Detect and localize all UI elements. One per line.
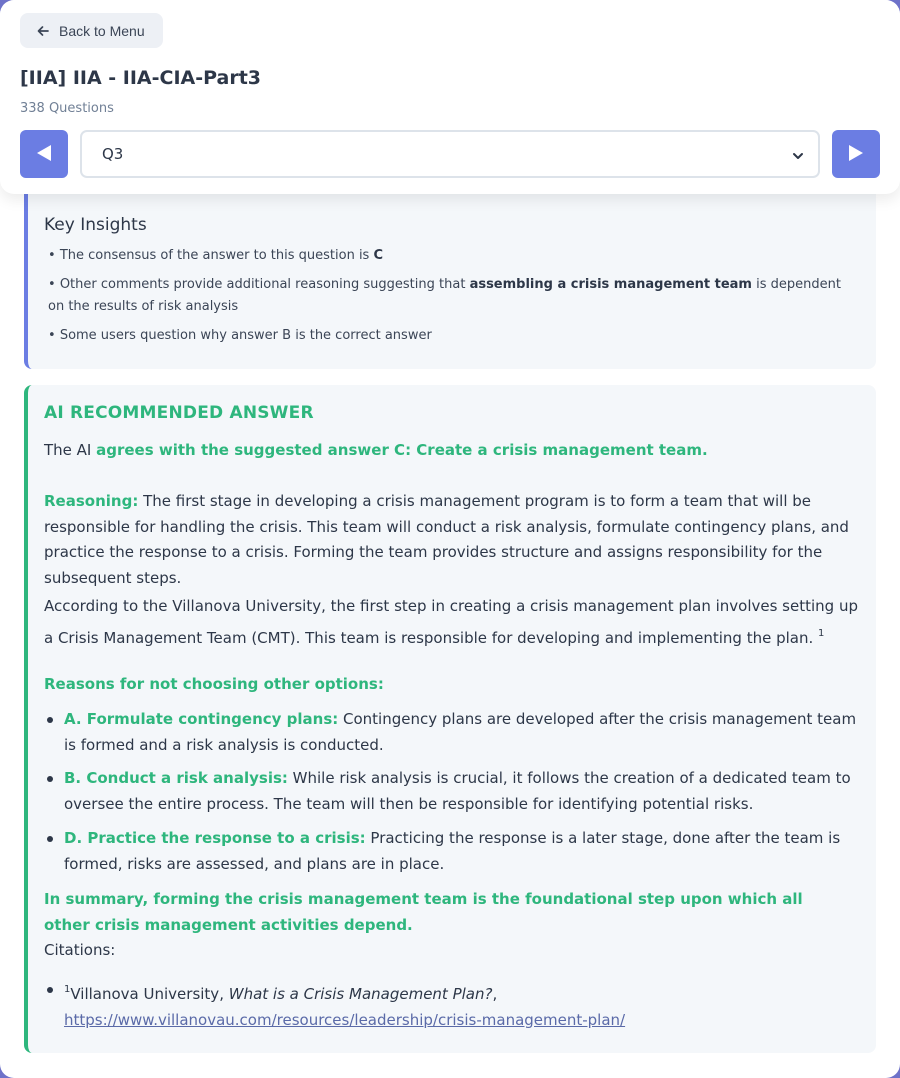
citation-item — [64, 977, 866, 1033]
reasons-title — [44, 672, 866, 698]
citation-superscript: 1 — [818, 628, 825, 639]
arrow-left-icon — [36, 24, 50, 38]
bullet-dot — [47, 836, 53, 842]
page-title: [IIA] IIA - IIA-CIA-Part3 — [20, 67, 262, 89]
sticky-header — [0, 0, 900, 194]
next-question-button[interactable] — [832, 130, 880, 178]
ai-intro-text: The AI — [44, 441, 97, 459]
reasoning-text: The first stage in developing a crisis management program is to form a team that will be responsible for handling the crisis. This team will conduct a risk analysis, formulate contingency plans, and practice the response to a crisis. Forming the team provides structure and assigns responsibility for the subsequent steps. — [44, 492, 849, 587]
reasons-title-text: Reasons for not choosing other options: — [44, 675, 384, 693]
source-paragraph — [44, 592, 866, 652]
list-item — [64, 826, 866, 877]
insight-text: The consensus of the answer to this question is — [59, 248, 374, 263]
triangle-right-icon — [848, 144, 864, 165]
back-to-menu-button[interactable] — [20, 13, 163, 48]
ai-recommended-card — [24, 385, 876, 1053]
insight-highlight: assembling a crisis management team — [469, 277, 752, 292]
back-to-menu-label: Back to Menu — [59, 22, 145, 39]
option-label: D. Practice the response to a crisis: — [64, 829, 366, 847]
option-text: While risk analysis is crucial, it follows the creation of a dedicated team to oversee the entire process. The team will then be responsible for identifying potential risks. — [64, 769, 851, 813]
reasoning-paragraph — [44, 489, 866, 591]
insight-text: is dependent on the results of risk analysis — [48, 277, 841, 314]
insight-item: • The consensus of the answer to this question is C — [48, 248, 384, 263]
citation-link[interactable]: https://www.villanovau.com/resources/leadership/crisis-management-plan/ — [64, 1010, 626, 1029]
ai-intro-verdict: agrees with the suggested answer C: Create a crisis management team. — [96, 441, 708, 459]
insight-item: • Some users question why answer B is the correct answer — [48, 328, 432, 343]
insight-answer: C — [373, 248, 384, 263]
ai-recommended-title: AI RECOMMENDED ANSWER — [44, 403, 314, 423]
chevron-down-icon — [792, 148, 804, 166]
citations-label: Citations: — [44, 941, 116, 959]
list-item — [64, 766, 866, 817]
citation-number: 1 — [64, 984, 71, 995]
question-select[interactable] — [80, 130, 820, 178]
source-text: According to the Villanova University, the first step in creating a crisis management plan involves setting up a Crisis Management Team (CMT). This team is responsible for developing and implementing the plan. — [44, 597, 858, 647]
citation-source: Villanova University, — [70, 985, 229, 1003]
bullet-dot — [47, 987, 53, 993]
insight-text: Other comments provide additional reasoning suggesting that — [59, 277, 470, 292]
option-label: A. Formulate contingency plans: — [64, 710, 339, 728]
option-text: Contingency plans are developed after the crisis management team is formed and a risk analysis is conducted. — [64, 710, 857, 754]
insight-item: • Other comments provide additional reasoning suggesting that assembling a crisis management team is dependent on the results of risk analysis — [48, 277, 841, 314]
ai-intro — [44, 438, 866, 464]
insight-text: Some users question why answer B is the correct answer — [59, 328, 432, 343]
option-text: Practicing the response is a later stage, done after the team is formed, risks are assessed, and plans are in place. — [64, 829, 841, 873]
key-insights-title: Key Insights — [44, 215, 147, 235]
summary-paragraph — [44, 887, 804, 938]
option-label: B. Conduct a risk analysis: — [64, 769, 288, 787]
key-insights-card — [24, 170, 876, 369]
citation-title: What is a Crisis Management Plan? — [228, 985, 493, 1003]
question-select-value: Q3 — [102, 145, 124, 163]
bullet-dot — [47, 717, 53, 723]
question-count: 338 Questions — [20, 101, 114, 116]
summary-text: In summary, forming the crisis management team is the foundational step upon which all other crisis management activities depend. — [44, 890, 803, 934]
list-item — [64, 707, 866, 758]
bullet-dot — [47, 776, 53, 782]
reasoning-label: Reasoning: — [44, 492, 139, 510]
triangle-left-icon — [36, 144, 52, 165]
citation-separator: , — [492, 985, 498, 1003]
previous-question-button[interactable] — [20, 130, 68, 178]
